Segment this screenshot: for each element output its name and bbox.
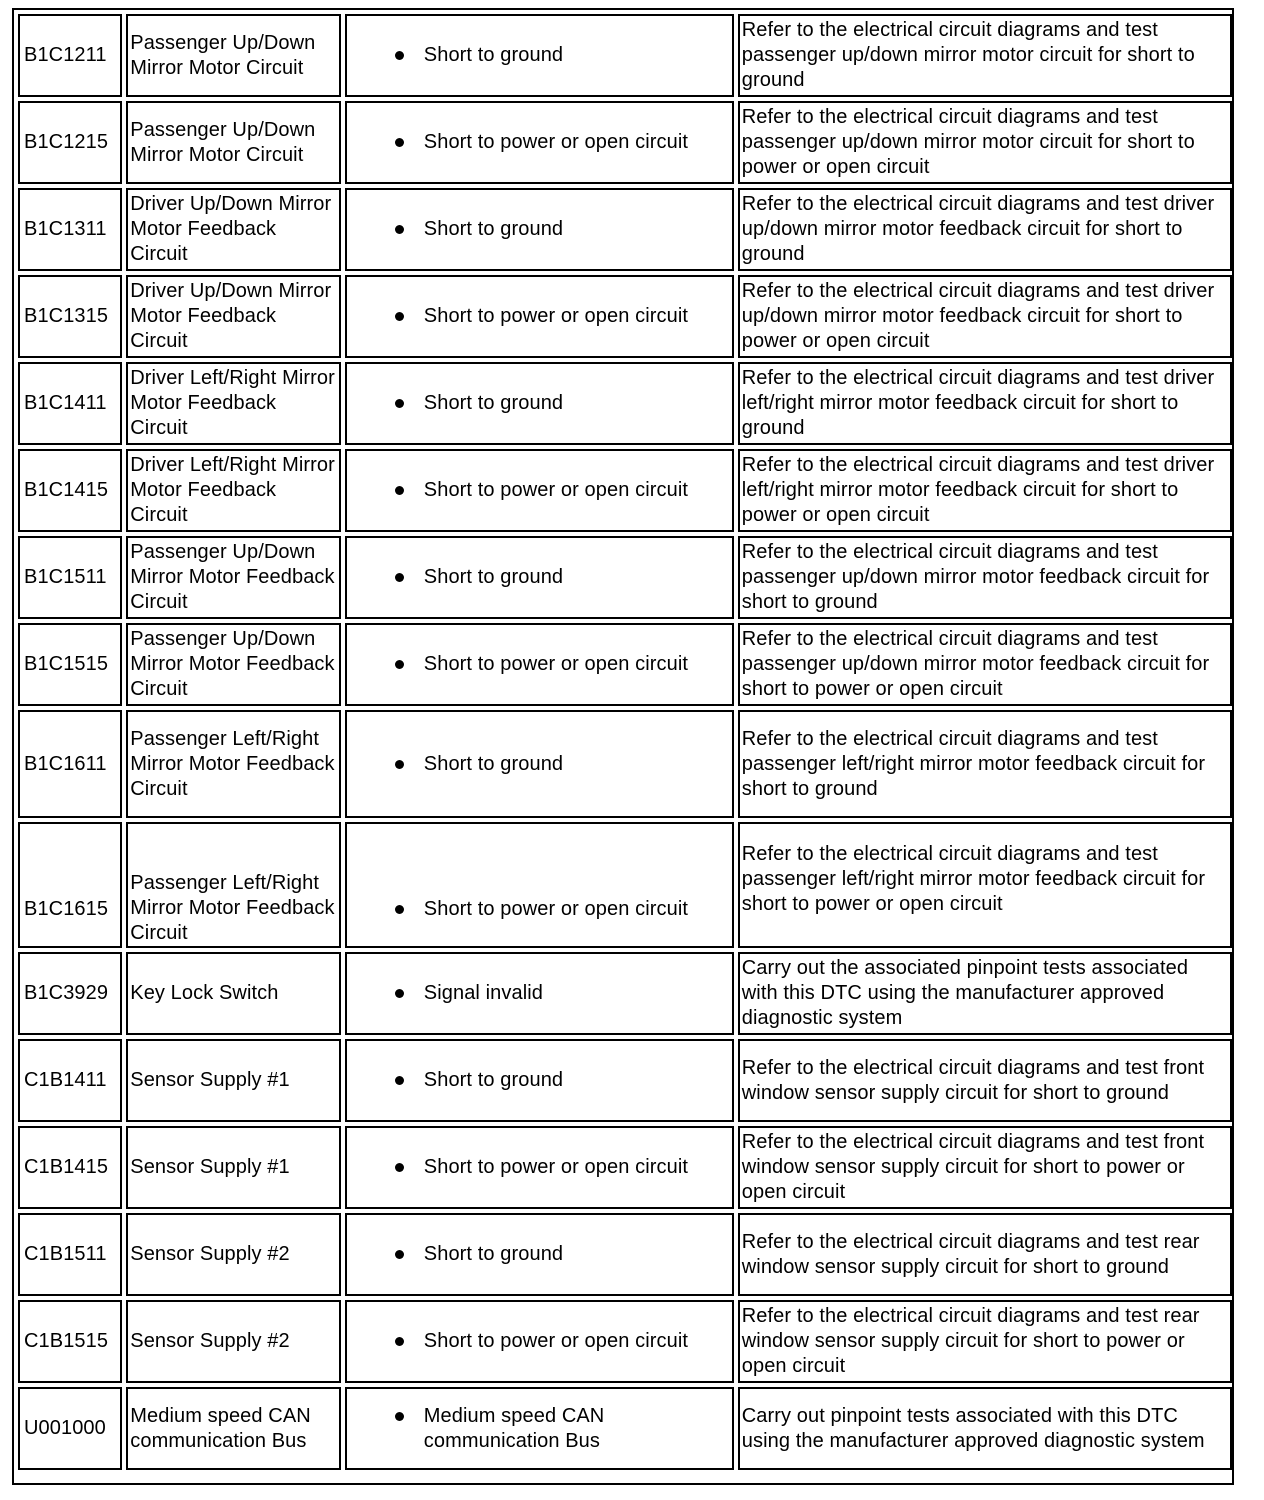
dtc-condition-text: Short to ground <box>423 1243 564 1265</box>
dtc-condition-cell <box>345 14 734 97</box>
dtc-description-cell: Passenger Up/Down Mirror Motor Feedback Circuit <box>126 623 341 706</box>
dtc-code-cell: B1C1515 <box>18 623 122 706</box>
dtc-description-cell: Sensor Supply #1 <box>126 1039 341 1122</box>
table-row <box>18 188 1232 271</box>
table-row <box>18 1213 1232 1296</box>
dtc-action-cell: Refer to the electrical circuit diagrams and test passenger left/right mirror motor feedback circuit for short to ground <box>738 710 1232 818</box>
dtc-condition-cell <box>345 952 734 1035</box>
dtc-description-cell: Driver Up/Down Mirror Motor Feedback Circuit <box>126 188 341 271</box>
dtc-code-cell: C1B1411 <box>18 1039 122 1122</box>
dtc-description-cell: Medium speed CAN communication Bus <box>126 1387 341 1470</box>
dtc-condition-text: Medium speed CAN communication Bus <box>423 1404 605 1452</box>
dtc-description-cell: Sensor Supply #2 <box>126 1213 341 1296</box>
dtc-code-cell: B1C1615 <box>18 822 122 948</box>
dtc-condition-cell <box>345 822 734 948</box>
dtc-condition-cell <box>345 275 734 358</box>
dtc-condition-cell <box>345 536 734 619</box>
bullet-icon <box>395 989 404 998</box>
bullet-icon <box>395 1250 404 1259</box>
bullet-icon <box>395 1337 404 1346</box>
dtc-code-cell: B1C1315 <box>18 275 122 358</box>
dtc-description-cell: Sensor Supply #2 <box>126 1300 341 1383</box>
dtc-condition-text: Short to power or open circuit <box>423 305 689 327</box>
bullet-icon <box>395 399 404 408</box>
bullet-icon <box>395 138 404 147</box>
dtc-description-cell: Key Lock Switch <box>126 952 341 1035</box>
dtc-condition-cell <box>345 1126 734 1209</box>
dtc-condition-text: Short to ground <box>423 218 564 240</box>
dtc-code-cell: B1C1211 <box>18 14 122 97</box>
dtc-condition-cell <box>345 710 734 818</box>
bullet-icon <box>395 905 404 914</box>
dtc-condition-text: Short to ground <box>423 392 564 414</box>
dtc-action-cell: Refer to the electrical circuit diagrams and test driver left/right mirror motor feedback circuit for short to power or open circuit <box>738 449 1232 532</box>
table-row <box>18 1387 1232 1470</box>
table-row <box>18 101 1232 184</box>
dtc-table <box>14 10 1236 1474</box>
dtc-condition-text: Short to power or open circuit <box>423 898 689 920</box>
dtc-code-cell: B1C1415 <box>18 449 122 532</box>
dtc-code-cell: C1B1515 <box>18 1300 122 1383</box>
dtc-code-cell: U001000 <box>18 1387 122 1470</box>
dtc-action-cell: Refer to the electrical circuit diagrams and test passenger up/down mirror motor feedback circuit for short to ground <box>738 536 1232 619</box>
dtc-condition-text: Short to power or open circuit <box>423 479 689 501</box>
dtc-code-cell: B1C1215 <box>18 101 122 184</box>
dtc-action-cell: Carry out pinpoint tests associated with this DTC using the manufacturer approved diagnostic system <box>738 1387 1232 1470</box>
dtc-description-cell: Driver Up/Down Mirror Motor Feedback Circuit <box>126 275 341 358</box>
bullet-icon <box>395 312 404 321</box>
dtc-action-cell: Refer to the electrical circuit diagrams and test rear window sensor supply circuit for short to power or open circuit <box>738 1300 1232 1383</box>
dtc-condition-cell <box>345 1213 734 1296</box>
dtc-description-cell: Passenger Up/Down Mirror Motor Circuit <box>126 101 341 184</box>
bullet-icon <box>395 51 404 60</box>
dtc-code-cell: B1C1611 <box>18 710 122 818</box>
dtc-condition-cell <box>345 1039 734 1122</box>
dtc-condition-cell <box>345 362 734 445</box>
dtc-condition-text: Short to power or open circuit <box>423 131 689 153</box>
table-row <box>18 362 1232 445</box>
bullet-icon <box>395 660 404 669</box>
dtc-condition-text: Short to power or open circuit <box>423 1330 689 1352</box>
dtc-description-cell: Driver Left/Right Mirror Motor Feedback Circuit <box>126 449 341 532</box>
dtc-condition-cell <box>345 101 734 184</box>
table-row <box>18 623 1232 706</box>
dtc-condition-cell <box>345 623 734 706</box>
dtc-code-cell: C1B1415 <box>18 1126 122 1209</box>
bullet-icon <box>395 1163 404 1172</box>
dtc-description-cell: Driver Left/Right Mirror Motor Feedback Circuit <box>126 362 341 445</box>
dtc-condition-cell <box>345 1300 734 1383</box>
dtc-code-cell: B1C3929 <box>18 952 122 1035</box>
table-row <box>18 449 1232 532</box>
dtc-action-cell: Carry out the associated pinpoint tests associated with this DTC using the manufacturer approved diagnostic system <box>738 952 1232 1035</box>
table-row <box>18 710 1232 818</box>
dtc-action-cell: Refer to the electrical circuit diagrams and test passenger left/right mirror motor feedback circuit for short to power or open circuit <box>738 822 1232 948</box>
bullet-icon <box>395 1076 404 1085</box>
dtc-action-cell: Refer to the electrical circuit diagrams and test passenger up/down mirror motor circuit for short to ground <box>738 14 1232 97</box>
dtc-action-cell: Refer to the electrical circuit diagrams and test front window sensor supply circuit for short to ground <box>738 1039 1232 1122</box>
dtc-description-cell: Passenger Left/Right Mirror Motor Feedback Circuit <box>126 710 341 818</box>
bullet-icon <box>395 486 404 495</box>
dtc-condition-text: Short to power or open circuit <box>423 653 689 675</box>
dtc-description-cell: Passenger Up/Down Mirror Motor Circuit <box>126 14 341 97</box>
dtc-code-cell: B1C1511 <box>18 536 122 619</box>
bullet-icon <box>395 1412 404 1421</box>
dtc-condition-text: Short to ground <box>423 1069 564 1091</box>
dtc-action-cell: Refer to the electrical circuit diagrams and test rear window sensor supply circuit for short to ground <box>738 1213 1232 1296</box>
dtc-action-cell: Refer to the electrical circuit diagrams and test passenger up/down mirror motor circuit for short to power or open circuit <box>738 101 1232 184</box>
bullet-icon <box>395 225 404 234</box>
dtc-action-cell: Refer to the electrical circuit diagrams and test driver up/down mirror motor feedback circuit for short to ground <box>738 188 1232 271</box>
dtc-code-cell: C1B1511 <box>18 1213 122 1296</box>
table-row <box>18 275 1232 358</box>
dtc-description-cell: Passenger Up/Down Mirror Motor Feedback Circuit <box>126 536 341 619</box>
dtc-action-cell: Refer to the electrical circuit diagrams and test passenger up/down mirror motor feedback circuit for short to power or open circuit <box>738 623 1232 706</box>
dtc-table-body <box>18 14 1232 1470</box>
dtc-condition-text: Short to ground <box>423 566 564 588</box>
dtc-table-frame <box>12 8 1234 1485</box>
bullet-icon <box>395 760 404 769</box>
dtc-code-cell: B1C1411 <box>18 362 122 445</box>
dtc-action-cell: Refer to the electrical circuit diagrams and test front window sensor supply circuit for short to power or open circuit <box>738 1126 1232 1209</box>
dtc-condition-cell <box>345 1387 734 1470</box>
bullet-icon <box>395 573 404 582</box>
dtc-action-cell: Refer to the electrical circuit diagrams and test driver left/right mirror motor feedback circuit for short to ground <box>738 362 1232 445</box>
dtc-code-cell: B1C1311 <box>18 188 122 271</box>
dtc-description-cell: Passenger Left/Right Mirror Motor Feedback Circuit <box>126 822 341 948</box>
table-row <box>18 536 1232 619</box>
table-row <box>18 14 1232 97</box>
table-row <box>18 952 1232 1035</box>
dtc-action-cell: Refer to the electrical circuit diagrams and test driver up/down mirror motor feedback circuit for short to power or open circuit <box>738 275 1232 358</box>
dtc-condition-text: Short to power or open circuit <box>423 1156 689 1178</box>
dtc-condition-text: Short to ground <box>423 44 564 66</box>
dtc-condition-cell <box>345 449 734 532</box>
dtc-description-cell: Sensor Supply #1 <box>126 1126 341 1209</box>
dtc-condition-text: Short to ground <box>423 752 564 775</box>
table-row <box>18 822 1232 948</box>
dtc-condition-cell <box>345 188 734 271</box>
table-row <box>18 1039 1232 1122</box>
table-row <box>18 1300 1232 1383</box>
dtc-condition-text: Signal invalid <box>423 982 544 1004</box>
table-row <box>18 1126 1232 1209</box>
